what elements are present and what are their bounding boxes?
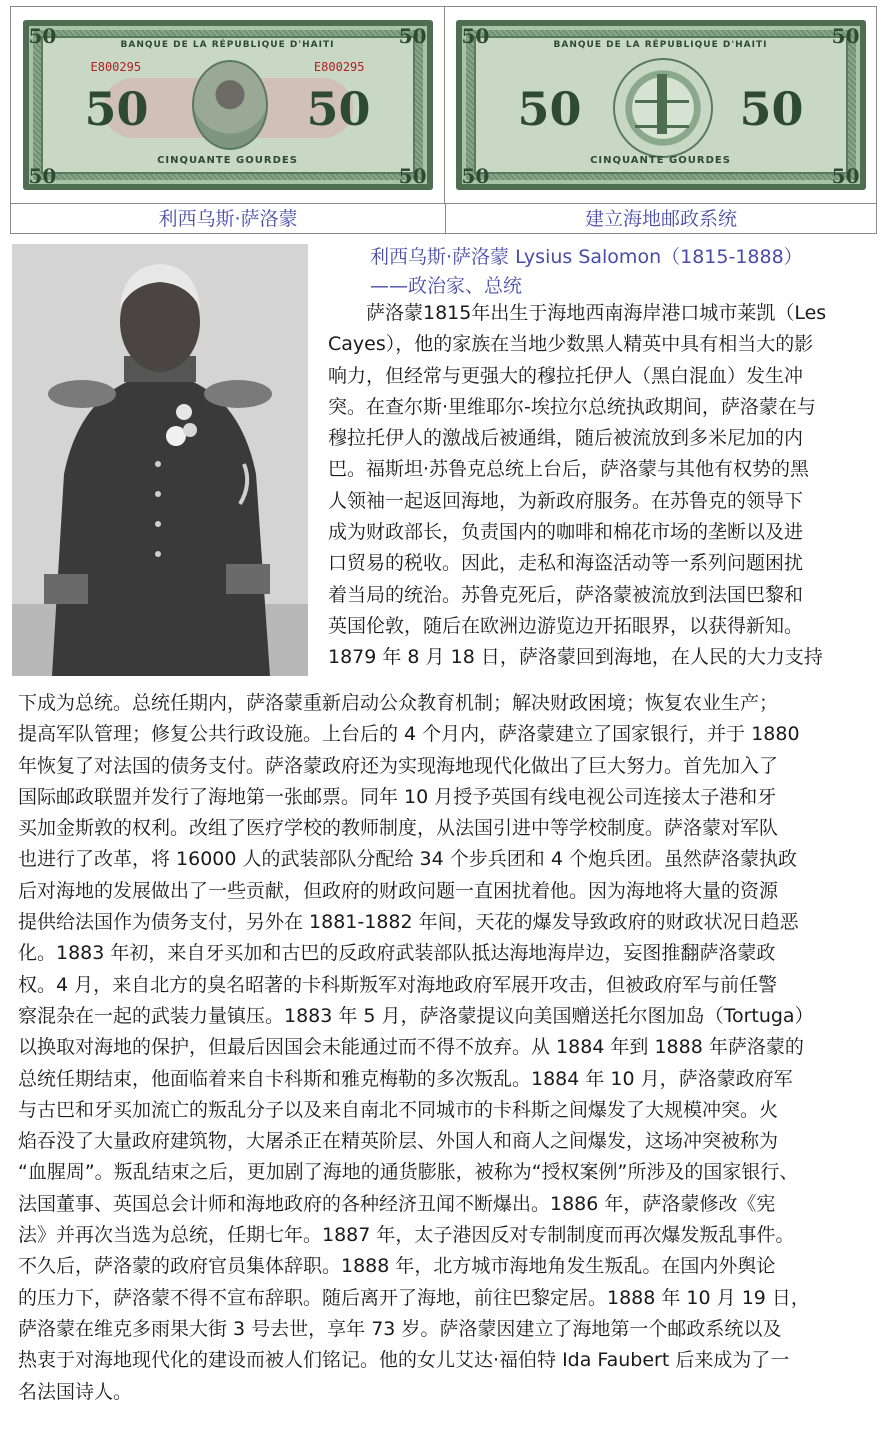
text-line: 年恢复了对法国的债务支付。萨洛蒙政府还为实现海地现代化做出了巨大努力。首先加入了 xyxy=(18,754,779,777)
text-line: 法国董事、英国总会计师和海地政府的各种经济丑闻不断爆出。1886 年，萨洛蒙修改《宪 xyxy=(18,1192,776,1215)
banknote-back-cell xyxy=(445,7,876,203)
text-line: 与古巴和牙买加流亡的叛乱分子以及来自南北不同城市的卡科斯之间爆发了大规模冲突。火 xyxy=(18,1098,779,1121)
text-line: 也进行了改革，将 16000 人的武装部队分配给 34 个步兵团和 4 个炮兵团。虽然萨洛蒙执政 xyxy=(18,848,797,871)
text-line: “血腥周”。叛乱结束之后，更加剧了海地的通货膨胀，被称为“授权案例”所涉及的国家银行、 xyxy=(18,1161,799,1184)
text-line: 下成为总统。总统任期内，萨洛蒙重新启动公众教育机制；解决财政困境；恢复农业生产； xyxy=(18,692,779,714)
banknote-front-denomination: CINQUANTE GOURDES xyxy=(157,155,298,166)
banknote-back-denomination: CINQUANTE GOURDES xyxy=(590,155,731,166)
text-line: 英国伦敦，随后在欧洲边游览边开拓眼界，以获得新知。 xyxy=(328,614,804,637)
banknote-portrait xyxy=(192,60,268,150)
banknote-front-numeral-right: 50 xyxy=(306,82,371,136)
portrait-photo xyxy=(12,244,308,676)
text-line: 响力，但经常与更强大的穆拉托伊人（黑白混血）发生冲 xyxy=(328,364,804,387)
text-line: 名法国诗人。 xyxy=(18,1380,133,1403)
banknote-table xyxy=(10,6,877,234)
text-line: 提供给法国作为债务支付，另外在 1881-1882 年间，天花的爆发导致政府的财政状况日趋恶 xyxy=(18,911,799,934)
article-subtitle: ——政治家、总统 xyxy=(370,275,523,297)
caption-right: 建立海地邮政系统 xyxy=(584,208,737,230)
banknote-back-bank-name: BANQUE DE LA RÉPUBLIQUE D'HAITI xyxy=(553,40,768,50)
banknote-front-bank-name: BANQUE DE LA RÉPUBLIQUE D'HAITI xyxy=(120,40,335,50)
text-line: 以换取对海地的保护，但最后因国会未能通过而不得不放弃。从 1884 年到 1888 年萨洛蒙的 xyxy=(18,1036,804,1059)
text-line: 不久后，萨洛蒙的政府官员集体辞职。1888 年，北方城市海地角发生叛乱。在国内外舆论 xyxy=(18,1255,776,1278)
text-line: 突。在查尔斯·里维耶尔-埃拉尔总统执政期间，萨洛蒙在与 xyxy=(328,395,816,418)
text-line: 1879 年 8 月 18 日，萨洛蒙回到海地，在人民的大力支持 xyxy=(328,646,823,669)
text-line: 焰吞没了大量政府建筑物，大屠杀正在精英阶层、外国人和商人之间爆发，这场冲突被称为 xyxy=(18,1130,779,1153)
article-title: 利西乌斯·萨洛蒙 Lysius Salomon（1815-1888） xyxy=(370,246,803,268)
coat-of-arms-icon xyxy=(613,58,713,158)
text-line: 的压力下，萨洛蒙不得不宣布辞职。随后离开了海地，前往巴黎定居。1888 年 10 月 19 日， xyxy=(18,1286,810,1309)
banknote-front-image: BANQUE DE LA RÉPUBLIQUE D'HAITI E800295 E800295 50 50 CINQUANTE GOURDES 50 50 50 50 xyxy=(23,20,433,190)
text-line: 穆拉托伊人的激战后被通缉，随后被流放到多米尼加的内 xyxy=(328,427,804,450)
text-line: 萨洛蒙在维克多雨果大街 3 号去世，享年 73 岁。萨洛蒙因建立了海地第一个邮政系统以及 xyxy=(18,1317,782,1340)
banknote-serial-right: E800295 xyxy=(313,60,365,74)
text-line: 成为财政部长，负责国内的咖啡和棉花市场的垄断以及进 xyxy=(328,521,804,544)
text-line: 法》并再次当选为总统，任期七年。1887 年，太子港因反对专制制度而再次爆发叛乱事件。 xyxy=(18,1224,795,1247)
text-line: 萨洛蒙1815年出生于海地西南海岸港口城市莱凯（Les xyxy=(328,302,827,324)
text-line: 后对海地的发展做出了一些贡献，但政府的财政问题一直困扰着他。因为海地将大量的资源 xyxy=(18,879,779,902)
text-line: 热衷于对海地现代化的建设而被人们铭记。他的女儿艾达·福伯特 Ida Faubert 后来成为了一 xyxy=(18,1349,790,1372)
caption-left: 利西乌斯·萨洛蒙 xyxy=(11,204,446,234)
banknote-back-numeral-left: 50 xyxy=(517,82,582,136)
banknote-back-image: BANQUE DE LA RÉPUBLIQUE D'HAITI 50 50 CINQUANTE GOURDES 50 50 50 50 xyxy=(456,20,866,190)
text-line: 口贸易的税收。因此，走私和海盗活动等一系列问题困扰 xyxy=(328,552,804,575)
banknote-front-cell xyxy=(11,7,445,203)
text-line: 买加金斯敦的权利。改组了医疗学校的教师制度，从法国引进中等学校制度。萨洛蒙对军队 xyxy=(18,817,779,840)
banknote-front-numeral-left: 50 xyxy=(84,82,149,136)
banknote-serial-left: E800295 xyxy=(90,60,142,74)
text-line: 人领袖一起返回海地，为新政府服务。在苏鲁克的领导下 xyxy=(328,489,804,512)
text-line: 巴。福斯坦·苏鲁克总统上台后，萨洛蒙与其他有权势的黑 xyxy=(328,458,810,481)
text-line: Cayes），他的家族在当地少数黑人精英中具有相当大的影 xyxy=(328,333,814,356)
banknote-back-numeral-right: 50 xyxy=(739,82,804,136)
article-text-side xyxy=(328,298,884,674)
text-line: 总统任期结束，他面临着来自卡科斯和雅克梅勒的多次叛乱。1884 年 10 月，萨洛蒙政府军 xyxy=(18,1067,793,1090)
text-line: 国际邮政联盟并发行了海地第一张邮票。同年 10 月授予英国有线电视公司连接太子港和牙 xyxy=(18,785,777,808)
caption-row xyxy=(11,203,876,234)
text-line: 权。4 月，来自北方的臭名昭著的卡科斯叛军对海地政府军展开攻击，但被政府军与前任警 xyxy=(18,973,778,996)
text-line: 察混杂在一起的武装力量镇压。1883 年 5 月，萨洛蒙提议向美国赠送托尔图加岛（Tortuga） xyxy=(18,1004,814,1027)
text-line: 化。1883 年初，来自牙买加和古巴的反政府武装部队抵达海地海岸边，妄图推翻萨洛蒙政 xyxy=(18,942,776,965)
article-text-full xyxy=(18,688,878,1408)
text-line: 提高军队管理；修复公共行政设施。上台后的 4 个月内，萨洛蒙建立了国家银行，并于 1880 xyxy=(18,723,800,746)
text-line: 着当局的统治。苏鲁克死后，萨洛蒙被流放到法国巴黎和 xyxy=(328,583,804,606)
